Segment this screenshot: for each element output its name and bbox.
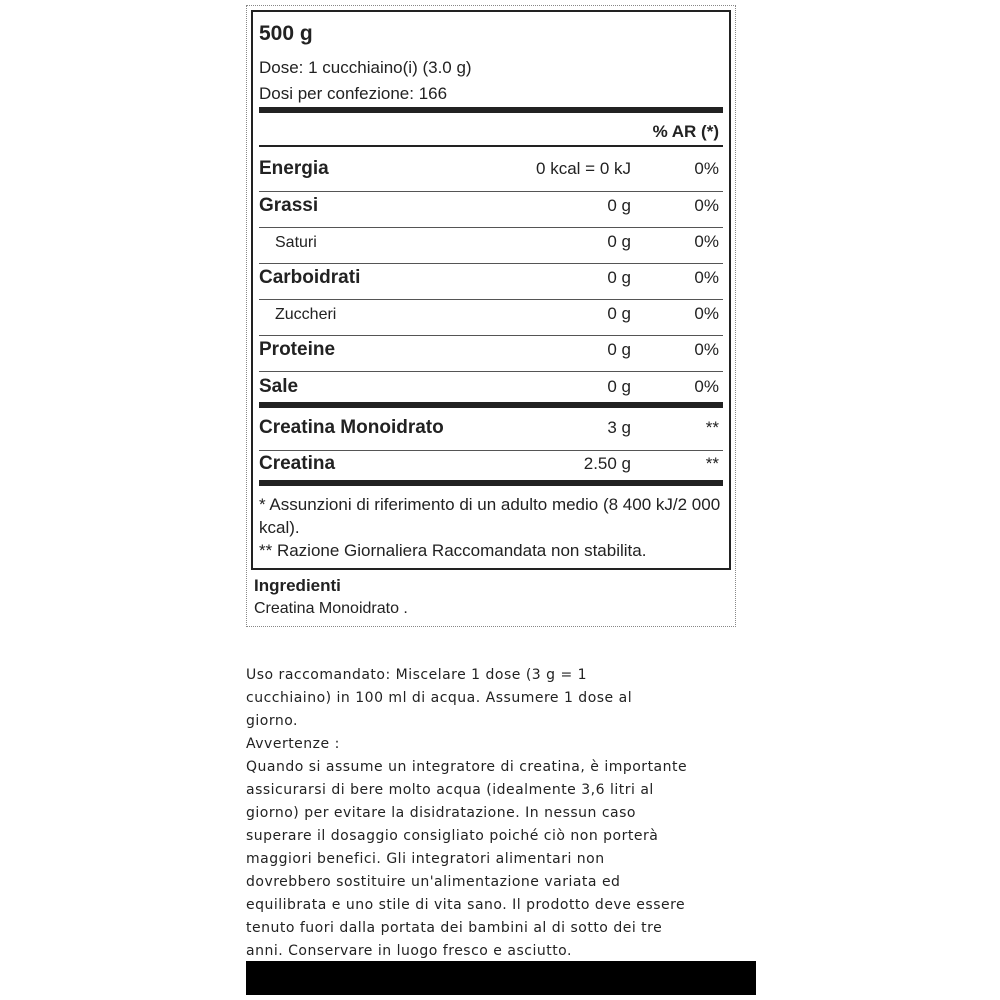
nutrient-amount: 0 kcal = 0 kJ	[536, 159, 631, 178]
nutrient-name: Grassi	[259, 195, 319, 216]
nutrient-amount: 0 g	[607, 196, 631, 215]
nutrition-facts-table	[251, 10, 731, 570]
row-divider	[259, 450, 723, 451]
row-divider	[259, 371, 723, 372]
package-size: 500 g	[259, 22, 313, 45]
ingredients-text: Creatina Monoidrato .	[254, 600, 408, 617]
nutrient-row-energia	[259, 158, 723, 188]
nutrient-row-zuccheri	[259, 303, 723, 333]
thick-divider	[259, 402, 723, 408]
row-divider	[259, 335, 723, 336]
nutrient-name: Carboidrati	[259, 267, 361, 288]
header-divider	[259, 145, 723, 147]
nutrient-name: Proteine	[259, 339, 336, 360]
row-divider	[259, 191, 723, 192]
usage-and-warnings-text: Uso raccomandato: Miscelare 1 dose (3 g = 1 cucchiaino) in 100 ml di acqua. Assumere 1 dose al giorno. Avvertenze : Quando si assume un integratore di creatina, è importante assicurarsi di bere molto acqua (idealmente 3,6 litri al giorno) per evitare la disidratazione. In nessun caso superare il dosaggio consigliato poiché ciò non porterà maggiori benefici. Gli integratori alimentari non dovrebbero sostituire un'alimentazione variata ed equilibrata e uno stile di vita sano. Il prodotto deve essere tenuto fuori dalla portata dei bambini al di sotto dei tre anni. Conservare in luogo fresco e asciutto.	[246, 667, 688, 959]
nutrient-name: Creatina	[259, 453, 336, 474]
dose-line: Dose: 1 cucchiaino(i) (3.0 g)	[259, 58, 472, 77]
nutrient-ar: 0%	[694, 268, 719, 287]
thick-divider	[259, 480, 723, 486]
footnote-reference-intake: * Assunzioni di riferimento di un adulto medio (8 400 kJ/2 000 kcal).	[259, 495, 721, 537]
footnote-rda: ** Razione Giornaliera Raccomandata non stabilita.	[259, 541, 647, 560]
thick-divider	[259, 107, 723, 113]
nutrient-ar: 0%	[694, 159, 719, 178]
nutrient-ar: 0%	[694, 196, 719, 215]
black-footer-bar	[246, 961, 756, 995]
nutrient-ar: **	[705, 418, 719, 437]
nutrient-amount: 0 g	[607, 377, 631, 396]
nutrient-row-carboidrati	[259, 267, 723, 297]
nutrient-row-saturi	[259, 231, 723, 261]
nutrient-amount: 0 g	[607, 232, 631, 251]
nutrient-name: Energia	[259, 158, 329, 179]
ingredients-heading: Ingredienti	[254, 576, 341, 595]
ar-column-header: % AR (*)	[652, 122, 719, 141]
nutrient-name: Saturi	[275, 234, 317, 251]
row-divider	[259, 299, 723, 300]
nutrient-row-grassi	[259, 195, 723, 225]
nutrient-row-creatina	[259, 453, 723, 483]
doses-per-pack-line: Dosi per confezione: 166	[259, 84, 448, 103]
nutrient-amount: 3 g	[607, 418, 631, 437]
nutrient-amount: 0 g	[607, 340, 631, 359]
nutrient-name: Zuccheri	[275, 306, 337, 323]
nutrient-name: Creatina Monoidrato	[259, 417, 444, 438]
nutrient-ar: 0%	[694, 340, 719, 359]
nutrient-amount: 2.50 g	[583, 454, 631, 473]
nutrient-amount: 0 g	[607, 268, 631, 287]
nutrient-ar: 0%	[694, 377, 719, 396]
nutrient-row-proteine	[259, 339, 723, 369]
nutrient-ar: 0%	[694, 232, 719, 251]
row-divider	[259, 227, 723, 228]
row-divider	[259, 263, 723, 264]
nutrient-amount: 0 g	[607, 304, 631, 323]
nutrient-ar: **	[705, 454, 719, 473]
nutrient-name: Sale	[259, 376, 299, 397]
nutrient-row-creatina-monoidrato	[259, 417, 723, 447]
nutrient-ar: 0%	[694, 304, 719, 323]
